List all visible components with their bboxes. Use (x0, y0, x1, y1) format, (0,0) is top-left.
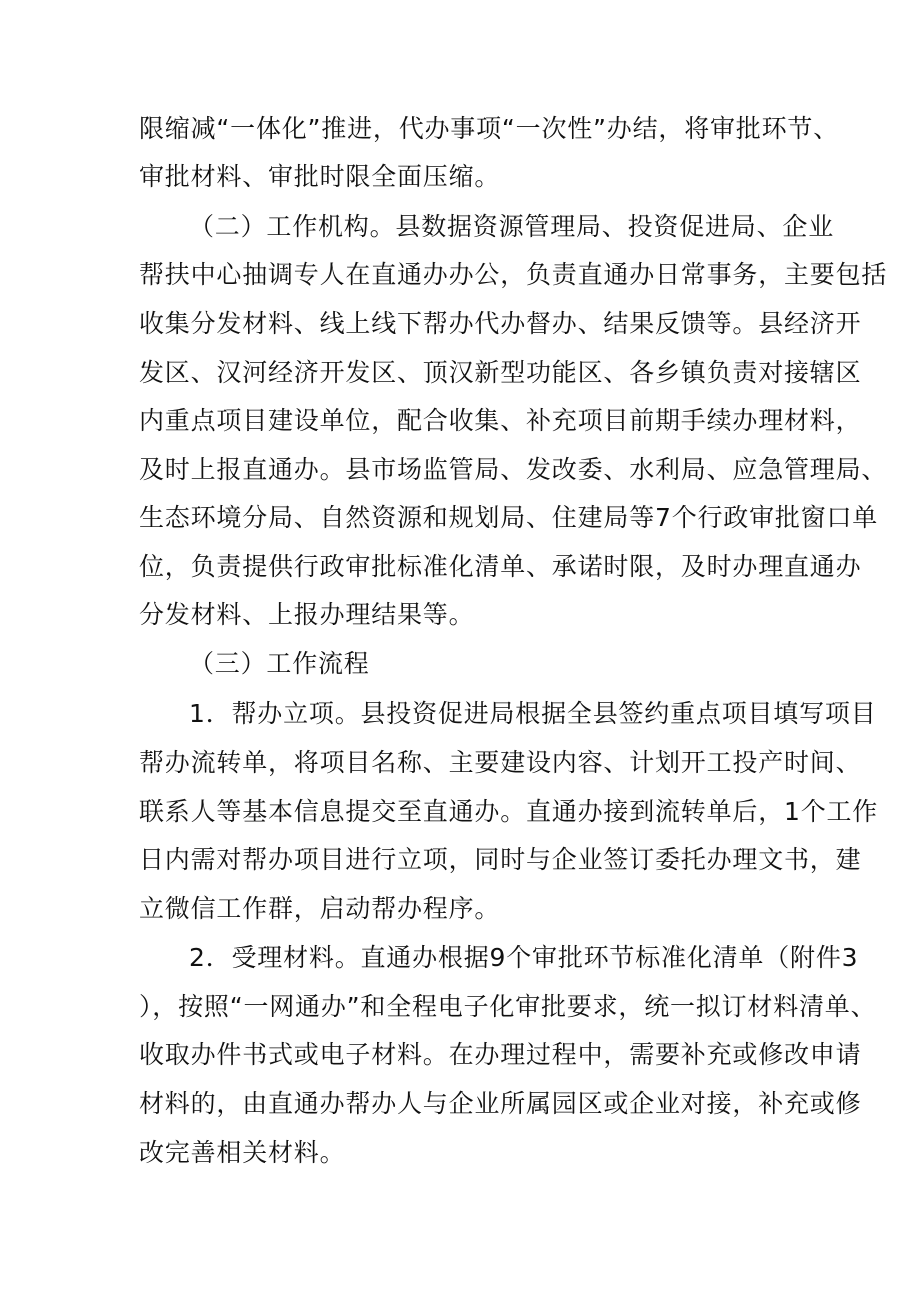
text-line-22: 改完善相关材料。 (139, 1138, 346, 1167)
text-line-11: 分发材料、上报办理结果等。 (139, 600, 475, 629)
text-line-5: 收集分发材料、线上线下帮办代办督办、结果反馈等。县经济开 (139, 309, 862, 338)
text-line-1: 限缩减“一体化”推进，代办事项“一次性”办结，将审批环节、 (139, 114, 840, 143)
text-line-10: 位，负责提供行政审批标准化清单、承诺时限，及时办理直通办 (139, 552, 862, 581)
text-line-16: 日内需对帮办项目进行立项，同时与企业签订委托办理文书，建 (139, 845, 862, 874)
section-3-heading: （三）工作流程 (189, 649, 370, 678)
item-1-line-1: 1．帮办立项。县投资促进局根据全县签约重点项目填写项目 (189, 699, 877, 728)
text-line-8: 及时上报直通办。县市场监管局、发改委、水利局、应急管理局、 (139, 455, 888, 484)
text-line-2: 审批材料、审批时限全面压缩。 (139, 162, 501, 191)
text-line-17: 立微信工作群，启动帮办程序。 (139, 894, 501, 923)
item-2-line-1: 2．受理材料。直通办根据9个审批环节标准化清单（附件3 (189, 943, 859, 972)
text-line-15: 联系人等基本信息提交至直通办。直通办接到流转单后，1个工作 (139, 797, 879, 826)
text-line-9: 生态环境分局、自然资源和规划局、住建局等7个行政审批窗口单 (139, 503, 879, 532)
text-line-6: 发区、汉河经济开发区、顶汉新型功能区、各乡镇负责对接辖区 (139, 358, 862, 387)
text-line-21: 材料的，由直通办帮办人与企业所属园区或企业对接，补充或修 (139, 1089, 862, 1118)
text-line-19: ），按照“一网通办”和全程电子化审批要求，统一拟订材料清单、 (139, 992, 877, 1021)
text-line-20: 收取办件书式或电子材料。在办理过程中，需要补充或修改申请 (139, 1040, 862, 1069)
text-line-14: 帮办流转单，将项目名称、主要建设内容、计划开工投产时间、 (139, 748, 862, 777)
text-line-4: 帮扶中心抽调专人在直通办办公，负责直通办日常事务，主要包括 (139, 260, 888, 289)
section-2-heading-line: （二）工作机构。县数据资源管理局、投资促进局、企业 (189, 212, 835, 241)
text-line-7: 内重点项目建设单位，配合收集、补充项目前期手续办理材料， (139, 406, 862, 435)
